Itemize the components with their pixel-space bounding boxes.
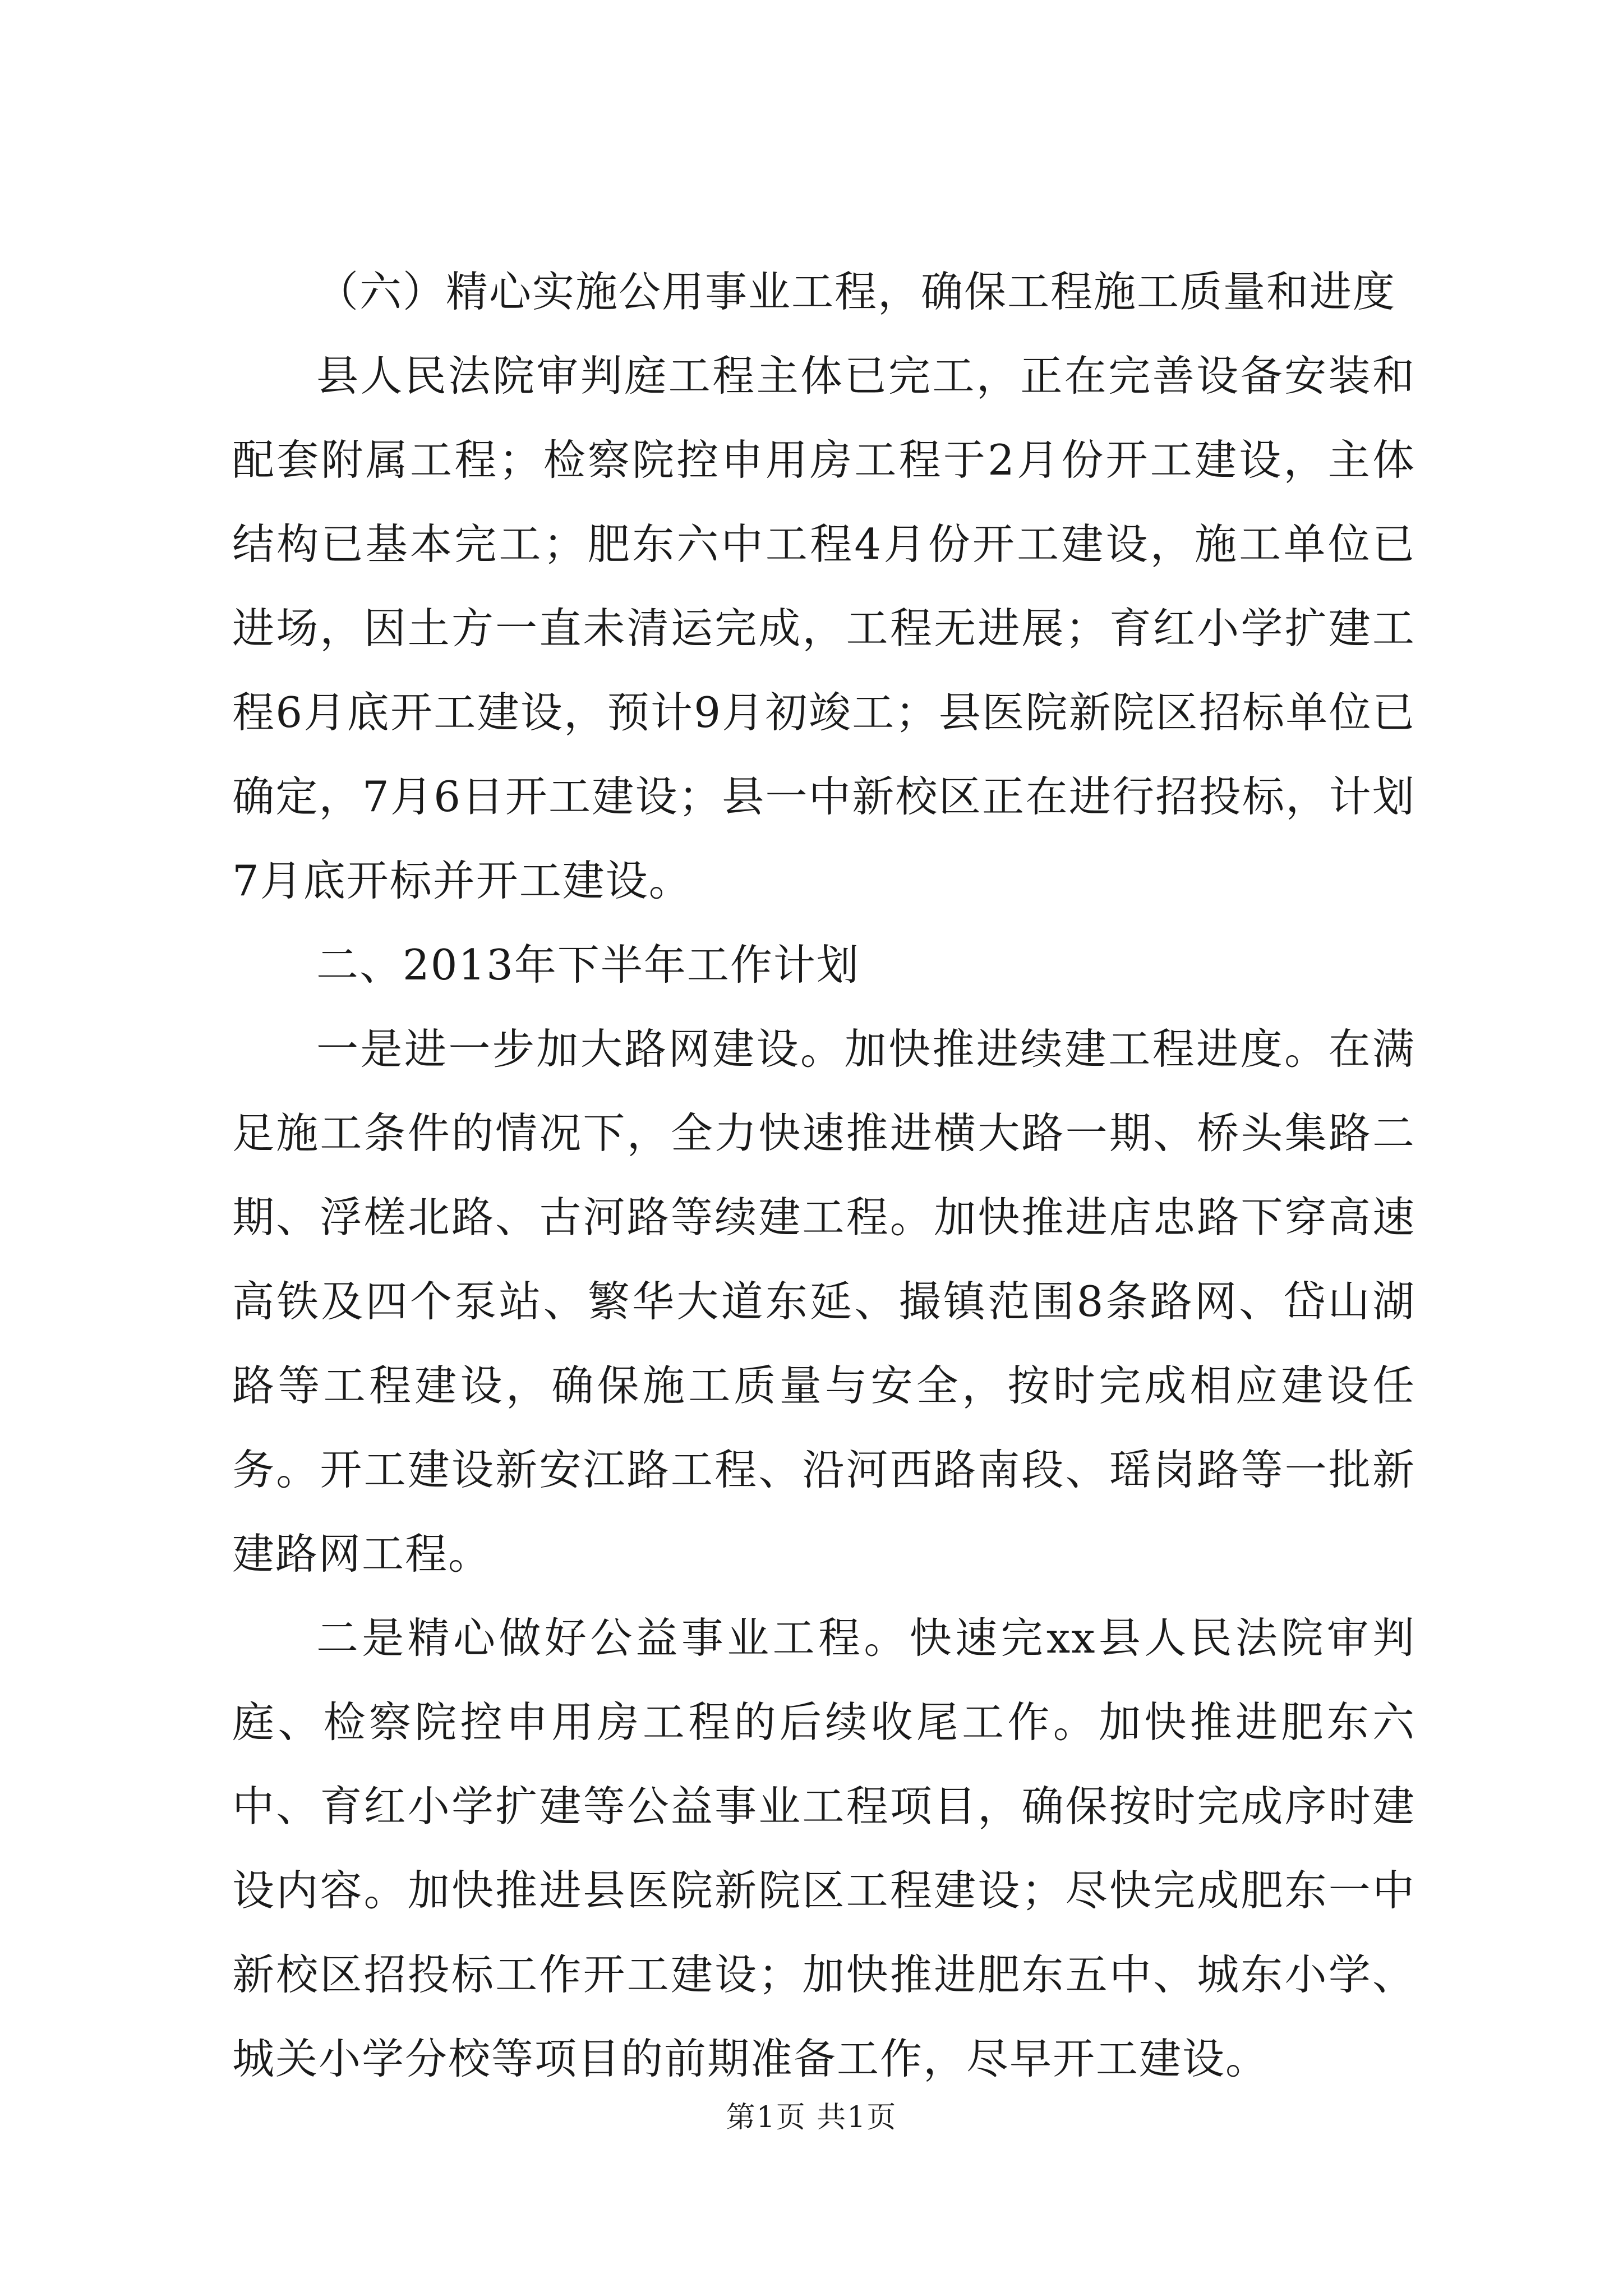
paragraph-public-works-progress: 县人民法院审判庭工程主体已完工，正在完善设备安装和配套附属工程；检察院控申用房工程于2月份开工建设，主体结构已基本完工；肥东六中工程4月份开工建设，施工单位已进场，因土方一直未清运完成，工程无进展；育红小学扩建工程6月底开工建设，预计9月初竣工；县医院新院区招标单位已确定，7月6日开工建设；县一中新校区正在进行招投标，计划7月底开标并开工建设。 <box>232 351 1415 905</box>
paragraph-public-welfare: 二是精心做好公益事业工程。快速完xx县人民法院审判庭、检察院控申用房工程的后续收尾工作。加快推进肥东六中、育红小学扩建等公益事业工程项目，确保按时完成序时建设内容。加快推进县医院新院区工程建设；尽快完成肥东一中新校区招投标工作开工建设；加快推进肥东五中、城东小学、城关小学分校等项目的前期准备工作，尽早开工建设。 <box>232 1613 1415 2083</box>
section-heading-work-plan: 二、2013年下半年工作计划 <box>316 940 860 990</box>
document-body <box>232 250 1415 2101</box>
section-heading-public-works: （六）精心实施公用事业工程，确保工程施工质量和进度 <box>316 267 1396 316</box>
page-footer: 第1页 共1页 <box>726 2101 897 2134</box>
paragraph-road-network: 一是进一步加大路网建设。加快推进续建工程进度。在满足施工条件的情况下，全力快速推进横大路一期、桥头集路二期、浮槎北路、古河路等续建工程。加快推进店忠路下穿高速高铁及四个泵站、繁华大道东延、撮镇范围8条路网、岱山湖路等工程建设，确保施工质量与安全，按时完成相应建设任务。开工建设新安江路工程、沿河西路南段、瑶岗路等一批新建路网工程。 <box>232 1024 1415 1579</box>
